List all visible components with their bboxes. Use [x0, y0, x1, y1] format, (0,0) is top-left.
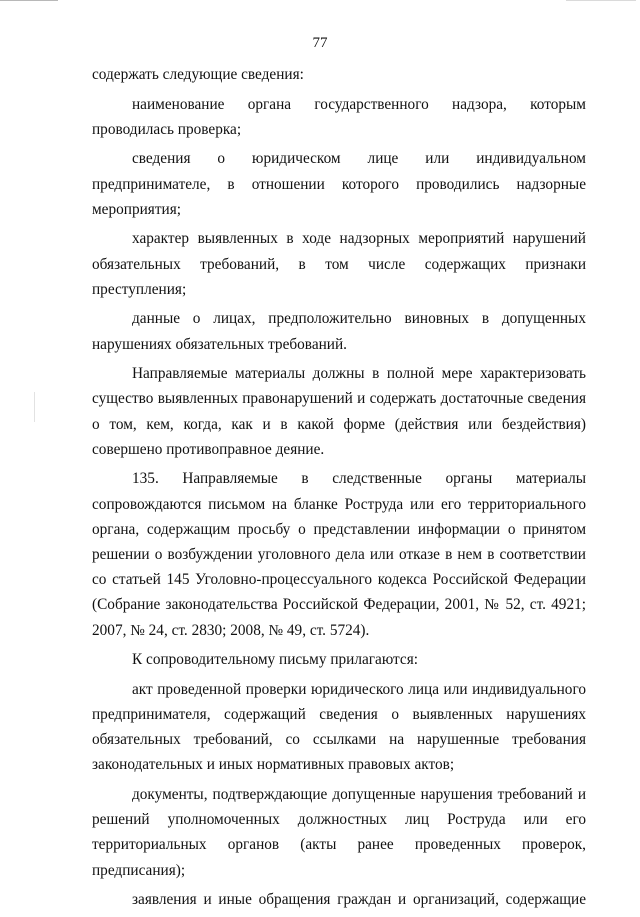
paragraph-materials-description: Направляемые материалы должны в полной мере характеризовать существо выявленных правонарушений и содержать достаточные сведения о том, кем, когда, как и в какой форме (действия или бездействия) совершено противоправное деяние.: [92, 365, 586, 458]
paragraph-inspection-act: акт проведенной проверки юридического лица или индивидуального предпринимателя, содержащий сведения о выявленных нарушениях обязательных требований, со ссылками на нарушенные требования законодательных и иных нормативных правовых актов;: [92, 680, 586, 774]
paragraph-violations-nature: характер выявленных в ходе надзорных мероприятий нарушений обязательных требований, в том числе содержащих признаки преступления;: [92, 230, 586, 298]
paragraph-inspection-authority: наименование органа государственного надзора, которым проводилась проверка;: [92, 95, 586, 138]
paragraph-entity-info: сведения о юридическом лице или индивидуальном предпринимателе, в отношении которого проводились надзорные мероприятия;: [92, 150, 586, 218]
page-number: 77: [312, 35, 328, 51]
paragraph-attachments-intro: К сопроводительному письму прилагаются:: [132, 651, 418, 669]
paragraph-supporting-documents: документы, подтверждающие допущенные нарушения требований и решений уполномоченных должностных лиц Роструда или его территориальных органов (акты ранее проведенных проверок, предписания);: [92, 786, 586, 879]
document-body: [92, 62, 586, 917]
scan-margin-mark: [34, 392, 35, 422]
paragraph-culprits: данные о лицах, предположительно виновных в допущенных нарушениях обязательных требований.: [92, 310, 586, 353]
scan-edge-top: [0, 0, 58, 1]
paragraph-intro: содержать следующие сведения:: [92, 66, 304, 83]
paragraph-clause-135: 135. Направляемые в следственные органы материалы сопровождаются письмом на бланке Роструда или его территориального органа, содержащим просьбу о представлении информации о принятом решении о возбуждении уголовного дела или отказе в нем в соответствии со статьей 145 Уголовно-процессуального кодекса Российской Федерации (Собрание законодательства Российской Федерации, 2001, № 52, ст. 4921; 2007, № 24, ст. 2830; 2008, № 49, ст. 5724).: [92, 470, 586, 639]
scan-edge-right: [566, 0, 636, 1]
paragraph-citizen-appeals: заявления и иные обращения граждан и организаций, содержащие: [132, 891, 586, 909]
